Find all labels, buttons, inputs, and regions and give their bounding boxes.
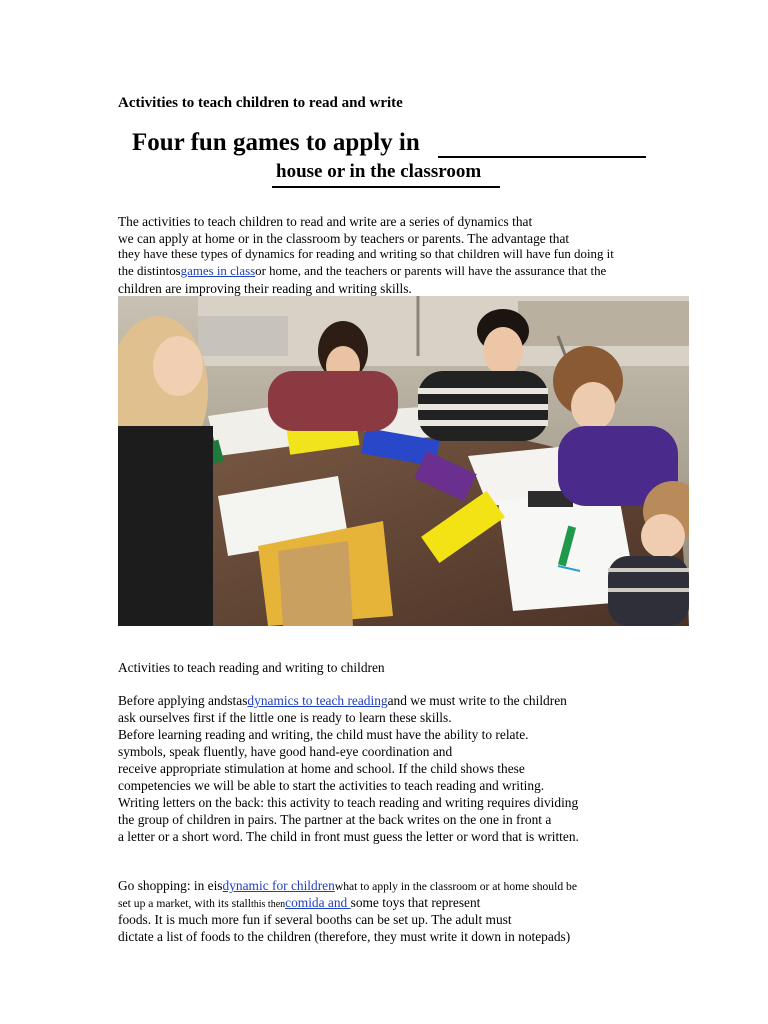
- body-line: the group of children in pairs. The partner at the back writes on the one in front a: [118, 812, 552, 827]
- dynamics-to-teach-reading-link[interactable]: dynamics to teach reading: [247, 693, 388, 708]
- body-text: Before applying andstas: [118, 693, 248, 708]
- body-text: what to apply in the classroom or at home should be: [334, 880, 577, 893]
- intro-line: they have these types of dynamics for reading and writing so that children will have fun doing it: [118, 247, 614, 261]
- body-line: competencies we will be able to start the activities to teach reading and writing.: [118, 778, 545, 793]
- body-line: [118, 692, 567, 709]
- intro-text: or home, and the teachers or parents will have the assurance that the: [255, 264, 607, 278]
- body-line: Writing letters on the back: this activity to teach reading and writing requires dividing: [118, 795, 579, 810]
- intro-line: children are improving their reading and writing skills.: [118, 281, 412, 296]
- comida-link[interactable]: comida and: [285, 895, 351, 910]
- body-text: this then: [250, 899, 286, 910]
- body-line: ask ourselves first if the little one is ready to learn these skills.: [118, 710, 452, 725]
- section-heading: Activities to teach reading and writing to children: [118, 660, 385, 675]
- title-rule: [438, 156, 646, 158]
- body-text: and we must write to the children: [387, 693, 567, 708]
- classroom-photo: [118, 296, 689, 626]
- intro-text: the distintos: [118, 264, 181, 278]
- subtitle-rule: [272, 186, 500, 188]
- games-in-class-link[interactable]: games in class: [180, 264, 256, 278]
- dynamic-for-children-link[interactable]: dynamic for children: [222, 878, 335, 893]
- title-line-1: Four fun games to apply in: [132, 129, 420, 156]
- document-kicker: Activities to teach children to read and write: [118, 95, 403, 111]
- body-line: foods. It is much more fun if several booths can be set up. The adult must: [118, 912, 512, 927]
- body-line: receive appropriate stimulation at home and school. If the child shows these: [118, 761, 525, 776]
- body-line: symbols, speak fluently, have good hand-eye coordination and: [118, 744, 453, 759]
- body-text: some toys that represent: [350, 895, 481, 910]
- body-text: set up a market, with its stall: [118, 897, 251, 910]
- body-line: a letter or a short word. The child in front must guess the letter or word that is written.: [118, 829, 579, 844]
- intro-line: The activities to teach children to read and write are a series of dynamics that: [118, 214, 533, 229]
- intro-line: we can apply at home or in the classroom by teachers or parents. The advantage that: [118, 231, 570, 246]
- body-line: Before learning reading and writing, the child must have the ability to relate.: [118, 727, 529, 742]
- body-line: dictate a list of foods to the children (therefore, they must write it down in notepads): [118, 929, 571, 944]
- classroom-photo-illustration: [118, 296, 689, 626]
- body-text: Go shopping: in eis: [118, 878, 223, 893]
- title-line-2: house or in the classroom: [276, 161, 482, 182]
- intro-line: [118, 263, 606, 280]
- body-line: [118, 877, 577, 895]
